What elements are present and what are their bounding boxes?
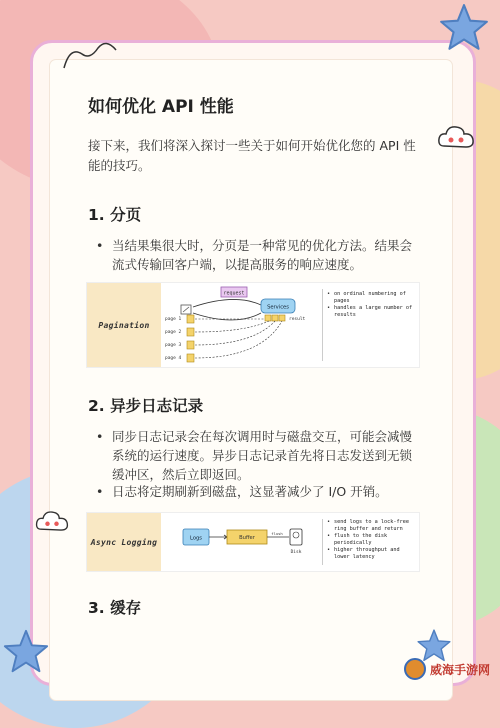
bullet-icon: • [96, 484, 104, 499]
watermark-text: 威海手游网 [429, 662, 490, 677]
swirl-doodle-icon [60, 40, 120, 74]
figure-notes [327, 519, 417, 561]
cloud-doodle-icon [34, 505, 70, 539]
async-logging-diagram [167, 519, 317, 567]
page-label: page 1 [165, 317, 182, 322]
note-item: • send logs to a lock-free ring buffer and return [327, 519, 417, 533]
flush-label: flush [271, 531, 283, 536]
note-item: • higher throughput and lower latency [327, 547, 417, 561]
list-item-text: 当结果集很大时，分页是一种常见的优化方法。结果会流式传输回客户端，以提高服务的响应速度。 [112, 238, 413, 272]
disk-icon [290, 529, 302, 545]
figure-label-box [87, 283, 161, 367]
list-item-text: 日志将定期刷新到磁盘，这显著减少了 I/O 开销。 [112, 484, 388, 499]
figure-label: Async Logging [90, 537, 158, 547]
buffer-label: Buffer [239, 535, 255, 541]
services-label: Services [267, 304, 289, 311]
logs-label: Logs [190, 535, 202, 542]
bullet-icon: • [96, 429, 104, 444]
page-label: page 3 [165, 343, 182, 348]
site-logo-icon [404, 658, 426, 680]
cloud-doodle-icon [436, 120, 476, 156]
pagination-figure [86, 282, 420, 368]
site-watermark [404, 658, 490, 680]
request-label: request [223, 290, 245, 297]
star-icon [438, 2, 490, 54]
figure-divider [322, 519, 323, 565]
pagination-diagram [165, 285, 321, 365]
page-title: 如何优化 API 性能 [88, 97, 234, 117]
disk-label: Disk [290, 550, 302, 555]
intro-paragraph: 接下来，我们将深入探讨一些关于如何开始优化您的 API 性能的技巧。 [88, 138, 416, 173]
result-label: result [289, 317, 306, 322]
figure-label: Pagination [98, 320, 150, 330]
async-logging-figure [86, 512, 420, 572]
figure-label-box [87, 513, 161, 571]
section-heading: 2. 异步日志记录 [88, 397, 204, 415]
page-label: page 4 [165, 356, 182, 361]
note-item: • on ordinal numbering of pages [327, 291, 417, 305]
figure-notes [327, 291, 417, 319]
star-icon [2, 628, 50, 676]
list-item-text: 同步日志记录会在每次调用时与磁盘交互，可能会减慢系统的运行速度。异步日志记录首先将日志发送到无锁缓冲区，然后立即返回。 [112, 429, 413, 482]
section-heading: 3. 缓存 [88, 599, 142, 617]
section-heading: 1. 分页 [88, 206, 142, 224]
page-label: page 2 [165, 330, 182, 335]
note-item: • flush to the disk periodically [327, 533, 417, 547]
bullet-icon: • [96, 238, 104, 253]
note-item: • handles a large number of results [327, 305, 417, 319]
figure-divider [322, 289, 323, 361]
